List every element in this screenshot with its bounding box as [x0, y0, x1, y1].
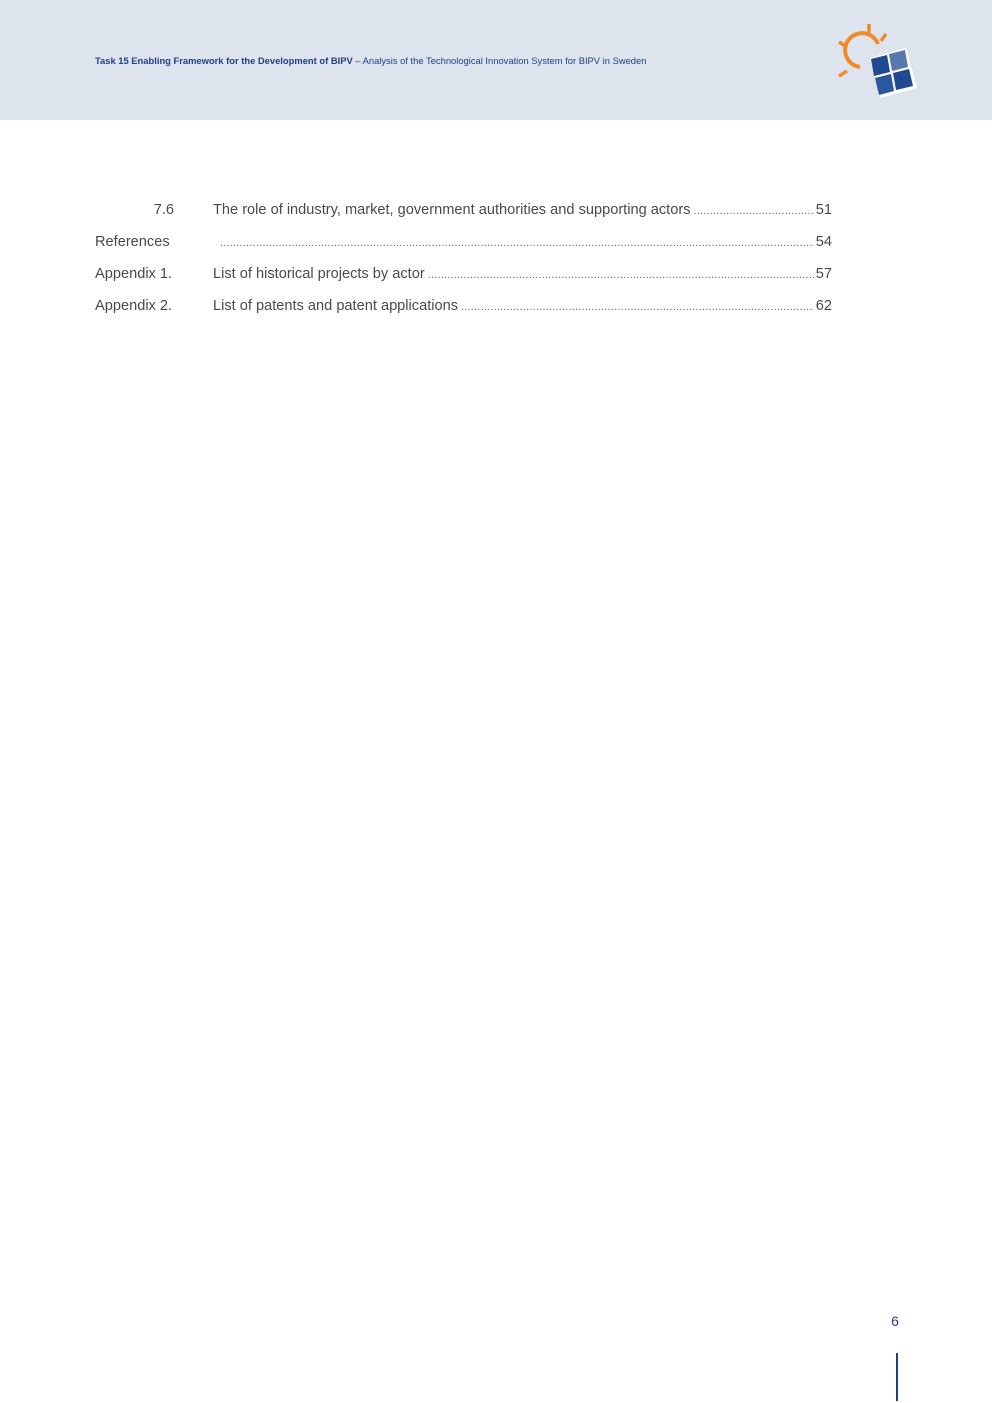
toc-entry-number: References [95, 234, 170, 250]
toc-entry-title: The role of industry, market, government authorities and supporting actors [213, 202, 691, 218]
table-of-contents [95, 200, 832, 328]
header-band [0, 0, 992, 120]
toc-entry-appendix-1[interactable] [95, 264, 832, 296]
toc-entry-references[interactable] [95, 232, 832, 264]
toc-entry-body [213, 200, 832, 221]
page-number: 6 [891, 1313, 899, 1329]
running-header-subtitle: – Analysis of the Technological Innovation System for BIPV in Sweden [352, 55, 647, 66]
toc-entry-body [213, 264, 832, 285]
toc-dot-leader [428, 265, 814, 285]
toc-entry-body [213, 296, 832, 317]
toc-entry-appendix-2[interactable] [95, 296, 832, 328]
toc-entry-page: 57 [815, 266, 832, 282]
toc-entry-page: 62 [815, 298, 832, 314]
toc-entry-7-6[interactable] [95, 200, 832, 232]
toc-entry-title: List of patents and patent applications [213, 298, 459, 314]
running-header [95, 55, 646, 66]
toc-entry-number: Appendix 1. [95, 266, 173, 282]
toc-entry-title: List of historical projects by actor [213, 266, 425, 282]
toc-entry-number: 7.6 [153, 202, 174, 218]
toc-dot-leader [694, 201, 814, 221]
toc-entry-number: Appendix 2. [95, 298, 173, 314]
toc-entry-page: 51 [815, 202, 832, 218]
toc-dot-leader [220, 233, 814, 253]
sun-solar-panel-icon [834, 22, 922, 102]
toc-dot-leader [461, 297, 814, 317]
toc-entry-body [217, 232, 832, 253]
toc-entry-page: 54 [815, 234, 832, 250]
running-header-bold: Task 15 Enabling Framework for the Development of BIPV [95, 55, 353, 66]
page-number-rule [896, 1353, 898, 1401]
